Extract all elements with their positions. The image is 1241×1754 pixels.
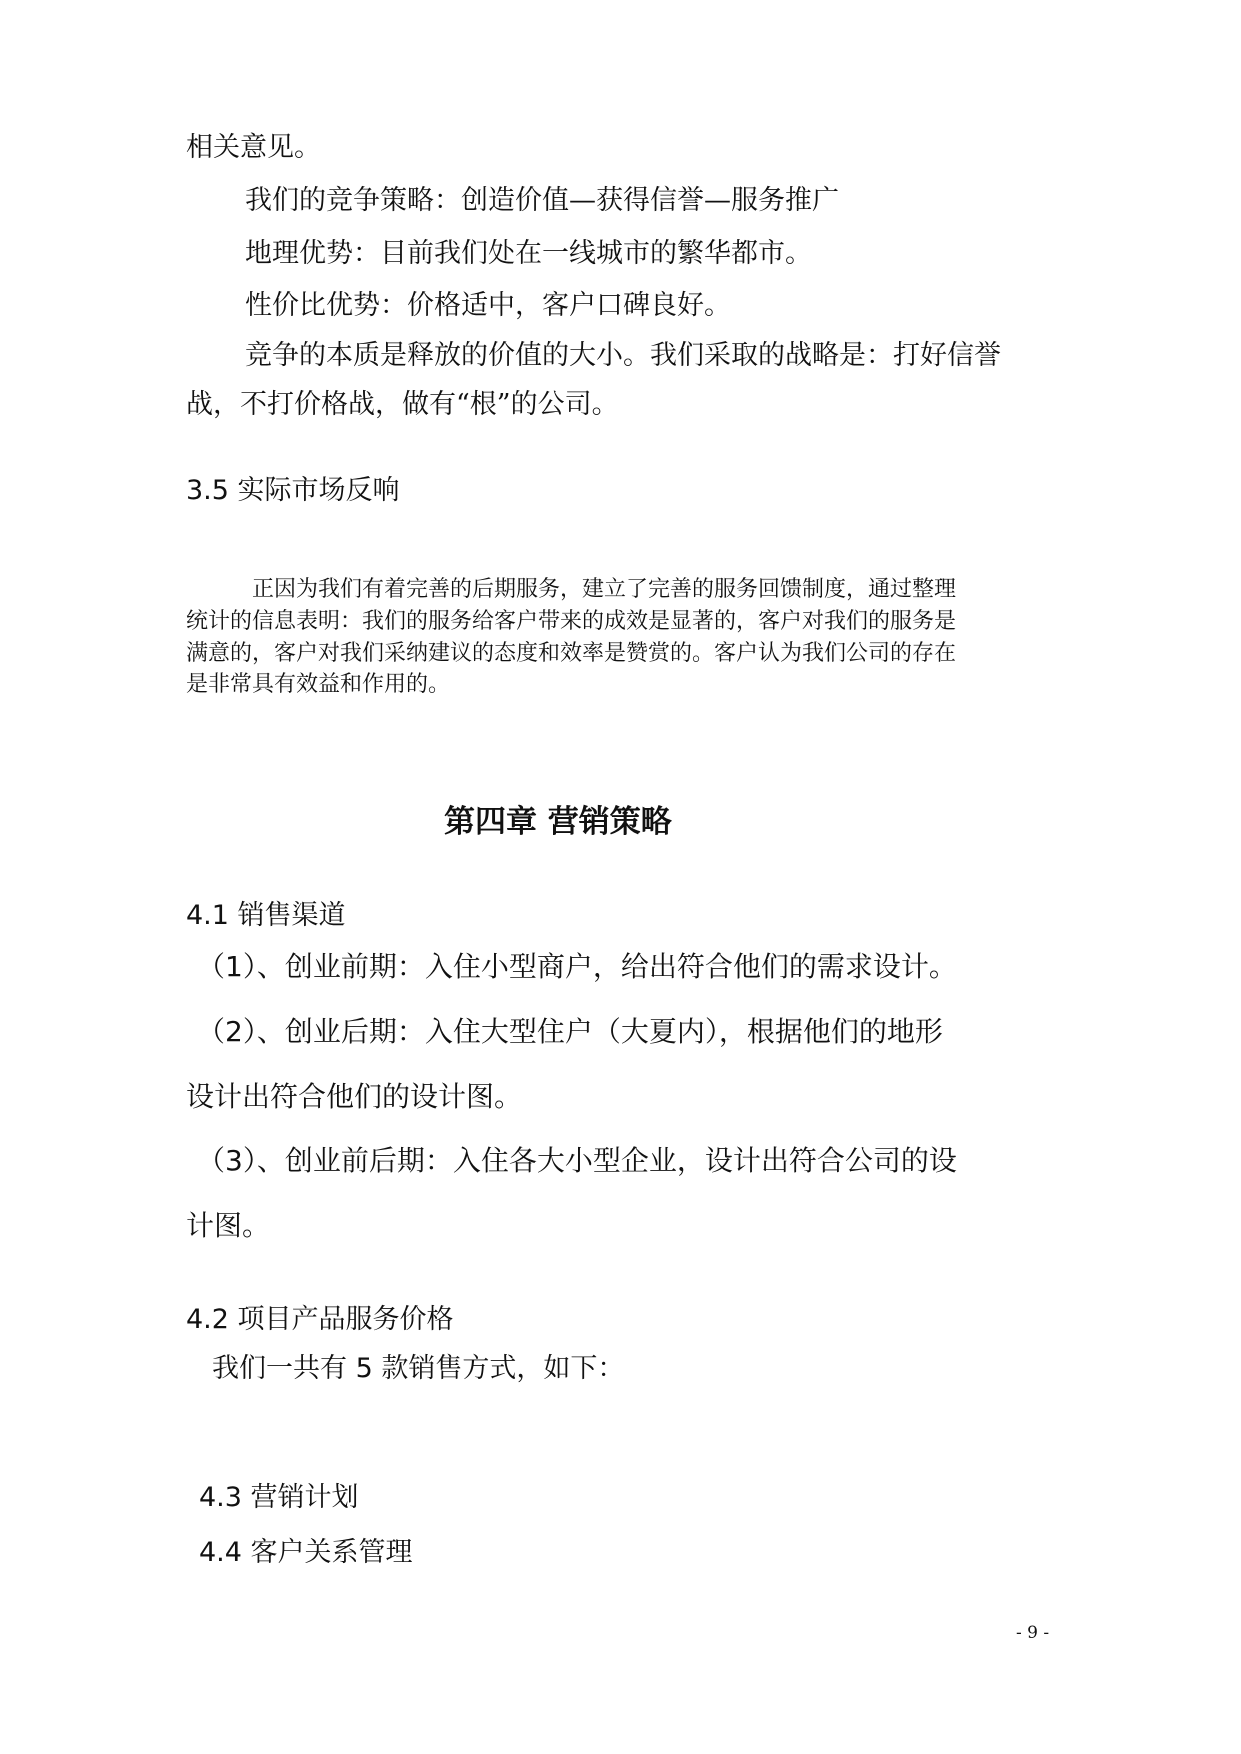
price-advantage: 性价比优势：价格适中，客户口碑良好。: [245, 290, 731, 321]
section-heading-4-2: 4.2 项目产品服务价格: [186, 1304, 454, 1335]
competition-strategy: 我们的竞争策略：创造价值—获得信誉—服务推广: [245, 185, 839, 216]
channel-item-2-line-2: 设计出符合他们的设计图。: [186, 1080, 523, 1113]
channel-item-1: （1）、创业前期：入住小型商户，给出符合他们的需求设计。: [197, 950, 957, 983]
section-heading-4-3: 4.3 营销计划: [199, 1482, 359, 1513]
paragraph-line: 满意的，客户对我们采纳建议的态度和效率是赞赏的。客户认为我们公司的存在: [186, 641, 957, 666]
channel-item-3-line-2: 计图。: [186, 1209, 271, 1242]
section-heading-4-1: 4.1 销售渠道: [186, 900, 346, 931]
page-number: - 9 -: [1016, 1623, 1050, 1643]
essence-line-1: 竞争的本质是释放的价值的大小。我们采取的战略是：打好信誉: [245, 340, 1001, 371]
chapter-title: 第四章 营销策略: [444, 804, 672, 840]
essence-line-2: 战，不打价格战，做有“根”的公司。: [186, 389, 619, 420]
paragraph-line: 是非常具有效益和作用的。: [186, 672, 451, 697]
pricing-intro: 我们一共有 5 款销售方式，如下：: [212, 1353, 625, 1384]
section-heading-4-4: 4.4 客户关系管理: [199, 1537, 413, 1568]
paragraph-line: 正因为我们有着完善的后期服务，建立了完善的服务回馈制度，通过整理: [252, 577, 957, 602]
text-line: 相关意见。: [186, 132, 321, 163]
geo-advantage: 地理优势：目前我们处在一线城市的繁华都市。: [245, 238, 812, 269]
paragraph-line: 统计的信息表明：我们的服务给客户带来的成效是显著的，客户对我们的服务是: [186, 609, 957, 634]
section-heading-3-5: 3.5 实际市场反响: [186, 475, 400, 506]
channel-item-2-line-1: （2）、创业后期：入住大型住户（大夏内），根据他们的地形: [197, 1015, 943, 1048]
channel-item-3-line-1: （3）、创业前后期：入住各大小型企业，设计出符合公司的设: [197, 1144, 957, 1177]
